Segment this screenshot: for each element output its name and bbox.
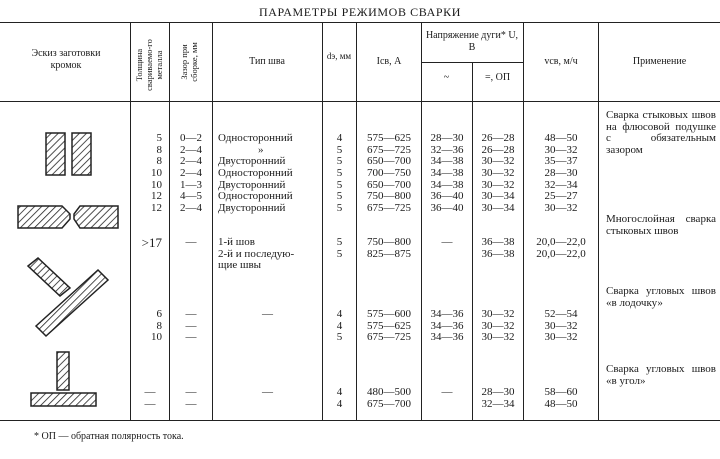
cell: Односторонний: [218, 166, 293, 179]
g3-application: Сварка угловых швов «в лодочку»: [606, 285, 716, 309]
cell: >17: [141, 235, 162, 251]
header-current: Iсв, А: [376, 56, 402, 67]
header-sketch: Эскиз заготовки кромок: [31, 48, 101, 71]
g1-application: Сварка стыковых швов на флюсовой подушке с обязательным зазором: [606, 109, 716, 156]
cell: —: [185, 331, 197, 344]
cell: —: [441, 386, 453, 399]
cell: —: [185, 386, 197, 399]
cell: 675—725: [367, 331, 411, 344]
cell: 5: [336, 143, 343, 156]
col-divider: [212, 22, 213, 420]
g2-application: Многослойная сварка стыковых швов: [606, 213, 716, 237]
g1-thickness: [131, 110, 162, 226]
sketch-corner-plate-vertical: [57, 352, 69, 390]
cell: 575—625: [367, 319, 411, 332]
cell: 825—875: [367, 247, 411, 260]
header-gap: Зазор при сборке, мм: [179, 42, 199, 82]
cell: 36—40: [430, 190, 464, 203]
cell: 36—40: [430, 201, 464, 214]
header-seam-type: Тип шва: [249, 56, 285, 67]
header-voltage: Напряжение дуги* U, В: [425, 30, 519, 53]
cell: 1-й шов: [218, 236, 255, 249]
cell: 575—600: [367, 308, 411, 321]
cell: 34—36: [430, 319, 464, 332]
g4-thickness: [131, 364, 169, 422]
g1-speed: [524, 110, 598, 226]
cell: 10: [151, 178, 162, 191]
cell: 28—30: [544, 166, 578, 179]
cell: 5: [156, 132, 162, 145]
header-de: dэ, мм: [326, 51, 352, 61]
header-application: Применение: [632, 56, 687, 67]
cell: —: [144, 386, 156, 399]
cell: 2—4: [180, 201, 202, 214]
header-thickness: Толщина свариваемо-го металла: [134, 39, 164, 91]
g2-current: [357, 214, 421, 272]
cell: 2-й и последую-: [218, 247, 295, 260]
cell: —: [262, 308, 273, 321]
cell: 34—36: [430, 331, 464, 344]
cell: 52—54: [544, 308, 578, 321]
cell: 32—36: [430, 143, 464, 156]
sketch-boat-plate-small: [28, 258, 70, 296]
cell: —: [185, 236, 197, 249]
sketch-butt-plate-right: [72, 133, 91, 175]
cell: —: [262, 386, 273, 399]
cell: 32—34: [481, 397, 515, 410]
g1-gap: [170, 110, 212, 226]
cell: 30—32: [544, 143, 578, 156]
cell: Двусторонний: [218, 155, 286, 168]
cell: —: [144, 397, 156, 410]
cell: 1—3: [180, 178, 202, 191]
sketch-bevel-plate-left: [18, 206, 70, 228]
cell: 2—4: [180, 155, 202, 168]
cell: 0—2: [180, 132, 202, 145]
sketch-corner-plate-horizontal: [31, 393, 96, 406]
cell: 4: [336, 132, 343, 145]
cell: 4: [336, 386, 343, 399]
cell: 5: [336, 331, 343, 344]
sketch-bevel-plate-right: [74, 206, 118, 228]
cell: Односторонний: [218, 132, 293, 145]
cell: Двусторонний: [218, 201, 286, 214]
g2-de: [323, 214, 356, 272]
g2-vac: [422, 214, 472, 260]
cell: —: [441, 236, 453, 249]
cell: 2—4: [180, 143, 202, 156]
g3-seam: [213, 286, 322, 332]
g4-de: [323, 364, 356, 422]
cell: 12: [151, 201, 162, 214]
cell: 5: [336, 236, 343, 249]
g1-seam: [218, 110, 322, 226]
g3-thickness: [131, 286, 162, 356]
g3-current: [357, 286, 421, 356]
cell: 30—32: [481, 166, 515, 179]
cell: —: [185, 397, 197, 410]
cell: 30—34: [481, 190, 515, 203]
cell: 575—625: [367, 132, 411, 145]
g3-speed: [524, 286, 598, 356]
cell: 34—38: [430, 155, 464, 168]
g4-speed: [524, 364, 598, 422]
cell: 8: [156, 155, 162, 168]
cell: 28—30: [481, 386, 515, 399]
sketch-butt-plate-left: [46, 133, 65, 175]
cell: 30—32: [481, 178, 515, 191]
g3-vac: [422, 286, 472, 356]
footnote: * ОП — обратная полярность тока.: [34, 431, 184, 442]
col-divider: [598, 22, 599, 420]
cell: 5: [336, 201, 343, 214]
cell: 5: [336, 247, 343, 260]
cell: 30—32: [481, 308, 515, 321]
g1-de: [323, 110, 356, 226]
g3-vdc: [473, 286, 523, 356]
cell: 20,0—22,0: [536, 247, 586, 260]
g2-vdc: [473, 214, 523, 272]
g3-gap: [170, 286, 212, 356]
cell: 25—27: [544, 190, 578, 203]
cell: 32—34: [544, 178, 578, 191]
cell: 650—700: [367, 178, 411, 191]
cell: 4: [336, 308, 343, 321]
cell: 4: [336, 319, 343, 332]
cell: 30—32: [481, 155, 515, 168]
g1-vdc: [473, 110, 523, 226]
cell: 28—30: [430, 132, 464, 145]
cell: 12: [151, 190, 162, 203]
cell: —: [185, 308, 197, 321]
cell: 5: [336, 166, 343, 179]
g4-current: [357, 364, 421, 422]
g1-vac: [422, 110, 472, 226]
cell: 6: [156, 308, 162, 321]
cell: 700—750: [367, 166, 411, 179]
cell: 5: [336, 155, 343, 168]
cell: 30—32: [544, 201, 578, 214]
table-title: ПАРАМЕТРЫ РЕЖИМОВ СВАРКИ: [258, 5, 462, 19]
cell: Двусторонний: [218, 178, 286, 191]
cell: —: [185, 319, 197, 332]
cell: 35—37: [544, 155, 578, 168]
cell: 36—38: [481, 247, 515, 260]
g1-current: [357, 110, 421, 226]
g4-gap: [170, 364, 212, 422]
g4-application: Сварка угловых швов «в угол»: [606, 363, 716, 387]
cell: »: [258, 143, 264, 156]
edge-sketches: [0, 0, 130, 420]
cell: щие швы: [218, 259, 262, 272]
cell: 26—28: [481, 143, 515, 156]
g4-vac: [422, 364, 472, 410]
cell: 48—50: [544, 132, 578, 145]
cell: 10: [151, 331, 162, 344]
cell: 750—800: [367, 190, 411, 203]
cell: 30—32: [481, 319, 515, 332]
g2-gap: [170, 214, 212, 260]
cell: 34—38: [430, 178, 464, 191]
cell: 5: [336, 190, 343, 203]
cell: 36—38: [481, 236, 515, 249]
cell: 30—32: [544, 331, 578, 344]
header-voltage-dc: =, ОП: [484, 72, 511, 83]
header-speed: vсв, м/ч: [544, 56, 578, 67]
cell: 10: [151, 166, 162, 179]
cell: 5: [336, 178, 343, 191]
cell: 750—800: [367, 236, 411, 249]
cell: 30—32: [544, 319, 578, 332]
cell: 4: [336, 397, 343, 410]
cell: 20,0—22,0: [536, 236, 586, 249]
cell: 650—700: [367, 155, 411, 168]
g3-de: [323, 286, 356, 356]
cell: 30—34: [481, 201, 515, 214]
cell: 8: [156, 319, 162, 332]
cell: 34—38: [430, 166, 464, 179]
g4-seam: [213, 364, 322, 410]
cell: 8: [156, 143, 162, 156]
cell: 480—500: [367, 386, 411, 399]
cell: 48—50: [544, 397, 578, 410]
g2-thickness: [131, 214, 162, 260]
g2-speed: [524, 214, 598, 272]
cell: 34—36: [430, 308, 464, 321]
cell: 675—700: [367, 397, 411, 410]
cell: 58—60: [544, 386, 578, 399]
cell: Односторонний: [218, 190, 293, 203]
cell: 675—725: [367, 143, 411, 156]
g4-vdc: [473, 364, 523, 422]
g2-seam: [218, 214, 322, 284]
cell: 2—4: [180, 166, 202, 179]
cell: 4—5: [180, 190, 202, 203]
header-voltage-ac: ~: [443, 72, 450, 83]
cell: 675—725: [367, 201, 411, 214]
cell: 30—32: [481, 331, 515, 344]
cell: 26—28: [481, 132, 515, 145]
